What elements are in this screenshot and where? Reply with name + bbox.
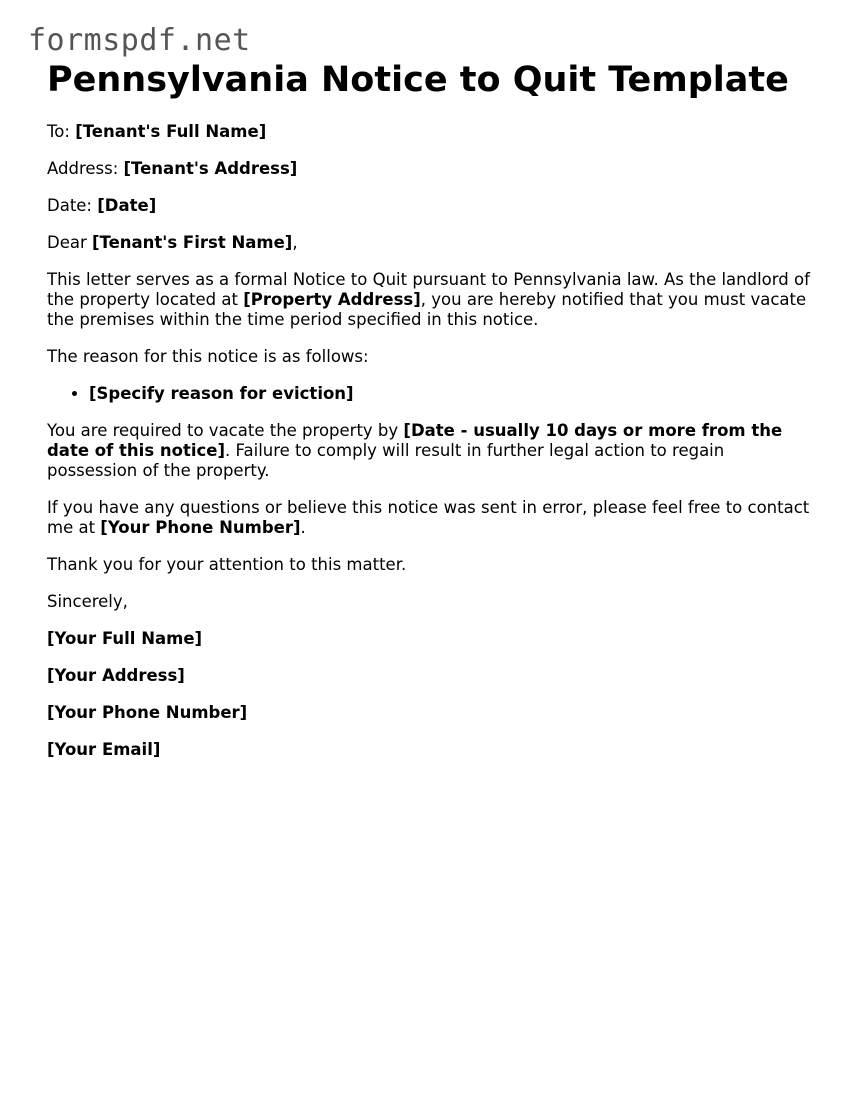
- closing-line: Sincerely,: [47, 592, 128, 611]
- reason-list: [47, 384, 812, 404]
- reason-intro: The reason for this notice is as follows:: [47, 347, 369, 366]
- eviction-reason: [Specify reason for eviction]: [89, 384, 354, 403]
- greeting: [47, 233, 812, 253]
- contact-text-1: If you have any questions or believe this notice was sent in error, please feel free to contact me at: [47, 498, 810, 537]
- tenant-first-name: [Tenant's First Name]: [92, 233, 293, 252]
- contact-phone: [Your Phone Number]: [100, 518, 301, 537]
- thanks-line: Thank you for your attention to this matter.: [47, 555, 407, 574]
- page-title: Pennsylvania Notice to Quit Template: [47, 60, 789, 100]
- address-label: Address:: [47, 159, 124, 178]
- vacate-paragraph: [47, 421, 812, 481]
- tenant-full-name: [Tenant's Full Name]: [75, 122, 267, 141]
- greeting-prefix: Dear: [47, 233, 92, 252]
- vacate-text-2: . Failure to comply will result in further legal action to regain possession of the property.: [47, 441, 725, 480]
- list-item: [89, 384, 812, 404]
- sender-address: [Your Address]: [47, 666, 185, 685]
- contact-text-2: .: [300, 518, 306, 537]
- sender-email: [Your Email]: [47, 740, 161, 759]
- vacate-date: [Date - usually 10 days or more from the date of this notice]: [47, 421, 783, 460]
- intro-text-2: , you are hereby notified that you must vacate the premises within the time period specified in this notice.: [47, 290, 807, 329]
- signature-email: [47, 740, 812, 760]
- sender-name: [Your Full Name]: [47, 629, 203, 648]
- vacate-text-1: You are required to vacate the property by: [47, 421, 404, 440]
- notice-date: [Date]: [97, 196, 157, 215]
- signature-address: [47, 666, 812, 686]
- address-line: [47, 159, 812, 179]
- intro-text-1: This letter serves as a formal Notice to Quit pursuant to Pennsylvania law. As the landlord of the property located at: [47, 270, 810, 309]
- date-line: [47, 196, 812, 216]
- tenant-address: [Tenant's Address]: [123, 159, 298, 178]
- letter-body: [47, 122, 812, 777]
- contact-paragraph: [47, 498, 812, 538]
- date-label: Date:: [47, 196, 98, 215]
- greeting-suffix: ,: [292, 233, 298, 252]
- property-address: [Property Address]: [243, 290, 421, 309]
- intro-paragraph: [47, 270, 812, 330]
- signature-phone: [47, 703, 812, 723]
- to-label: To:: [47, 122, 76, 141]
- sender-phone: [Your Phone Number]: [47, 703, 248, 722]
- watermark: formspdf.net: [28, 23, 251, 58]
- signature-name: [47, 629, 812, 649]
- to-line: [47, 122, 812, 142]
